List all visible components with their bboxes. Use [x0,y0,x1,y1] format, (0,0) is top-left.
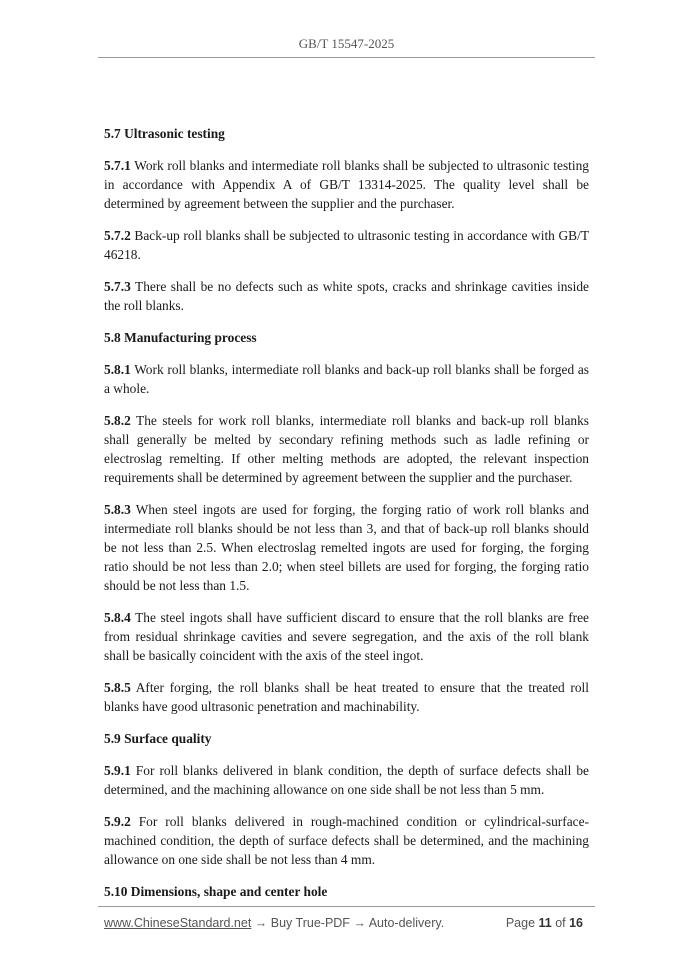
header-doc-id: GB/T 15547-2025 [298,36,395,51]
page-label: Page [505,916,539,930]
footer-rule [98,906,595,907]
clause-text: The steels for work roll blanks, intermediate roll blanks and back-up roll blanks shall generally be melted by secondary refining methods such as ladle refining or electroslag remelting. If other melting methods are adopted, the relevant inspection requirements shall be determined by agreement between the supplier and the purchaser. [104,413,589,485]
of-label: of [551,916,570,930]
clause-text: Back-up roll blanks shall be subjected to ultrasonic testing in accordance with GB/T 46218. [104,228,589,262]
clause-number: 5.8.2 [104,413,131,428]
clause-text: There shall be no defects such as white spots, cracks and shrinkage cavities inside the roll blanks. [104,279,589,313]
clause-5-8-1 [104,360,589,398]
clause-text: For roll blanks delivered in blank condition, the depth of surface defects shall be determined, and the machining allowance on one side shall be not less than 5 mm. [104,763,589,797]
clause-number: 5.8.5 [104,680,131,695]
clause-number: 5.8.1 [104,362,131,377]
clause-number: 5.7.3 [104,279,131,294]
clause-number: 5.7.2 [104,228,131,243]
current-page-number: 11 [538,916,552,930]
clause-number: 5.9.2 [104,814,131,829]
clause-5-9-1 [104,761,589,799]
clause-5-8-3 [104,500,589,595]
clause-5-7-2 [104,226,589,264]
footer-promo [104,916,444,930]
clause-5-7-1 [104,156,589,213]
clause-text: When steel ingots are used for forging, the forging ratio of work roll blanks and intermediate roll blanks should be not less than 3, and that of back-up roll blanks should be not less than 2.5. When electroslag remelted ingots are used for forging, the forging ratio should be not less than 2.0; when steel billets are used for forging, the forging ratio should be not less than 1.5. [104,502,589,593]
clause-text: Work roll blanks, intermediate roll blanks and back-up roll blanks shall be forged as a whole. [104,362,589,396]
section-heading-5-10: 5.10 Dimensions, shape and center hole [104,884,328,899]
clause-5-8-5 [104,678,589,716]
clause-5-9-2 [104,812,589,869]
clause-text: For roll blanks delivered in rough-machined condition or cylindrical-surface-machined condition, the depth of surface defects shall be determined, and the machining allowance on one side shall be not less than 4 mm. [104,814,589,867]
clause-number: 5.8.4 [104,610,131,625]
section-heading-5-9: 5.9 Surface quality [104,731,212,746]
section-heading-5-7: 5.7 Ultrasonic testing [104,126,225,141]
clause-text: The steel ingots shall have sufficient discard to ensure that the roll blanks are free from residual shrinkage cavities and severe segregation, and the axis of the roll blank shall be basically coincident with the axis of the steel ingot. [104,610,589,663]
clause-5-8-4 [104,608,589,665]
clause-5-8-2 [104,411,589,487]
clause-number: 5.7.1 [104,158,131,173]
clause-5-7-3 [104,277,589,315]
site-link[interactable]: www.ChineseStandard.net [104,916,252,930]
footer-tagline: → Buy True-PDF → Auto-delivery. [251,916,445,930]
page-content [104,124,589,914]
clause-text: Work roll blanks and intermediate roll blanks shall be subjected to ultrasonic testing in accordance with Appendix A of GB/T 13314-2025. The quality level shall be determined by agreement between the supplier and the purchaser. [104,158,589,211]
header-rule [98,57,595,58]
total-pages-number: 16 [569,916,583,930]
clause-text: After forging, the roll blanks shall be heat treated to ensure that the treated roll blanks have good ultrasonic penetration and machinability. [104,680,589,714]
page-indicator [506,916,583,930]
section-heading-5-8: 5.8 Manufacturing process [104,330,257,345]
clause-number: 5.8.3 [104,502,131,517]
clause-number: 5.9.1 [104,763,131,778]
